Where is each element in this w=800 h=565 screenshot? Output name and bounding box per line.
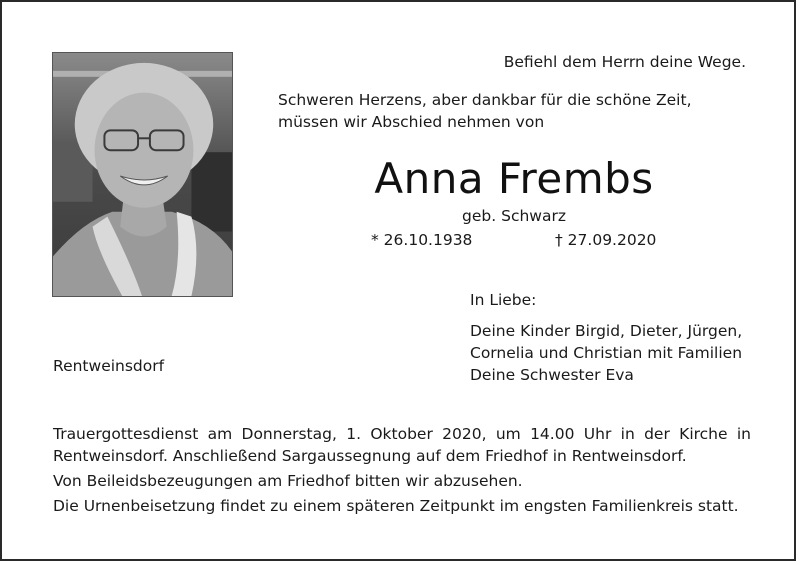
- mourners-line: Cornelia und Christian mit Familien: [470, 344, 743, 362]
- service-info: [53, 423, 751, 517]
- intro-line: Schweren Herzens, aber dankbar für die schöne Zeit,: [278, 91, 692, 109]
- maiden-name: geb. Schwarz: [462, 207, 566, 225]
- mourners-line: Deine Schwester Eva: [470, 366, 634, 384]
- service-line: Rentweinsdorf. Anschließend Sargaussegnung auf dem Friedhof in Rentweinsdorf.: [53, 447, 687, 465]
- mourners-block: [470, 289, 742, 386]
- deceased-name: Anna Frembs: [374, 154, 654, 203]
- service-line: Die Urnenbeisetzung findet zu einem späteren Zeitpunkt im engsten Familienkreis statt.: [53, 497, 739, 515]
- birth-date: * 26.10.1938: [371, 231, 473, 249]
- mourners-line: Deine Kinder Birgid, Dieter, Jürgen,: [470, 322, 743, 340]
- place-name: Rentweinsdorf: [53, 357, 165, 375]
- service-line: Von Beileidsbezeugungen am Friedhof bitten wir abzusehen.: [53, 472, 523, 490]
- intro-text: [278, 89, 750, 133]
- intro-line: müssen wir Abschied nehmen von: [278, 113, 545, 131]
- portrait-image: [53, 53, 232, 296]
- service-line: Trauergottesdienst am Donnerstag, 1. Oktober 2020, um 14.00 Uhr in der Kirche in: [53, 425, 751, 443]
- death-date: † 27.09.2020: [555, 231, 657, 249]
- motto-verse: Befiehl dem Herrn deine Wege.: [503, 53, 746, 71]
- mourners-heading: In Liebe:: [470, 291, 537, 309]
- portrait-photo: [52, 52, 233, 297]
